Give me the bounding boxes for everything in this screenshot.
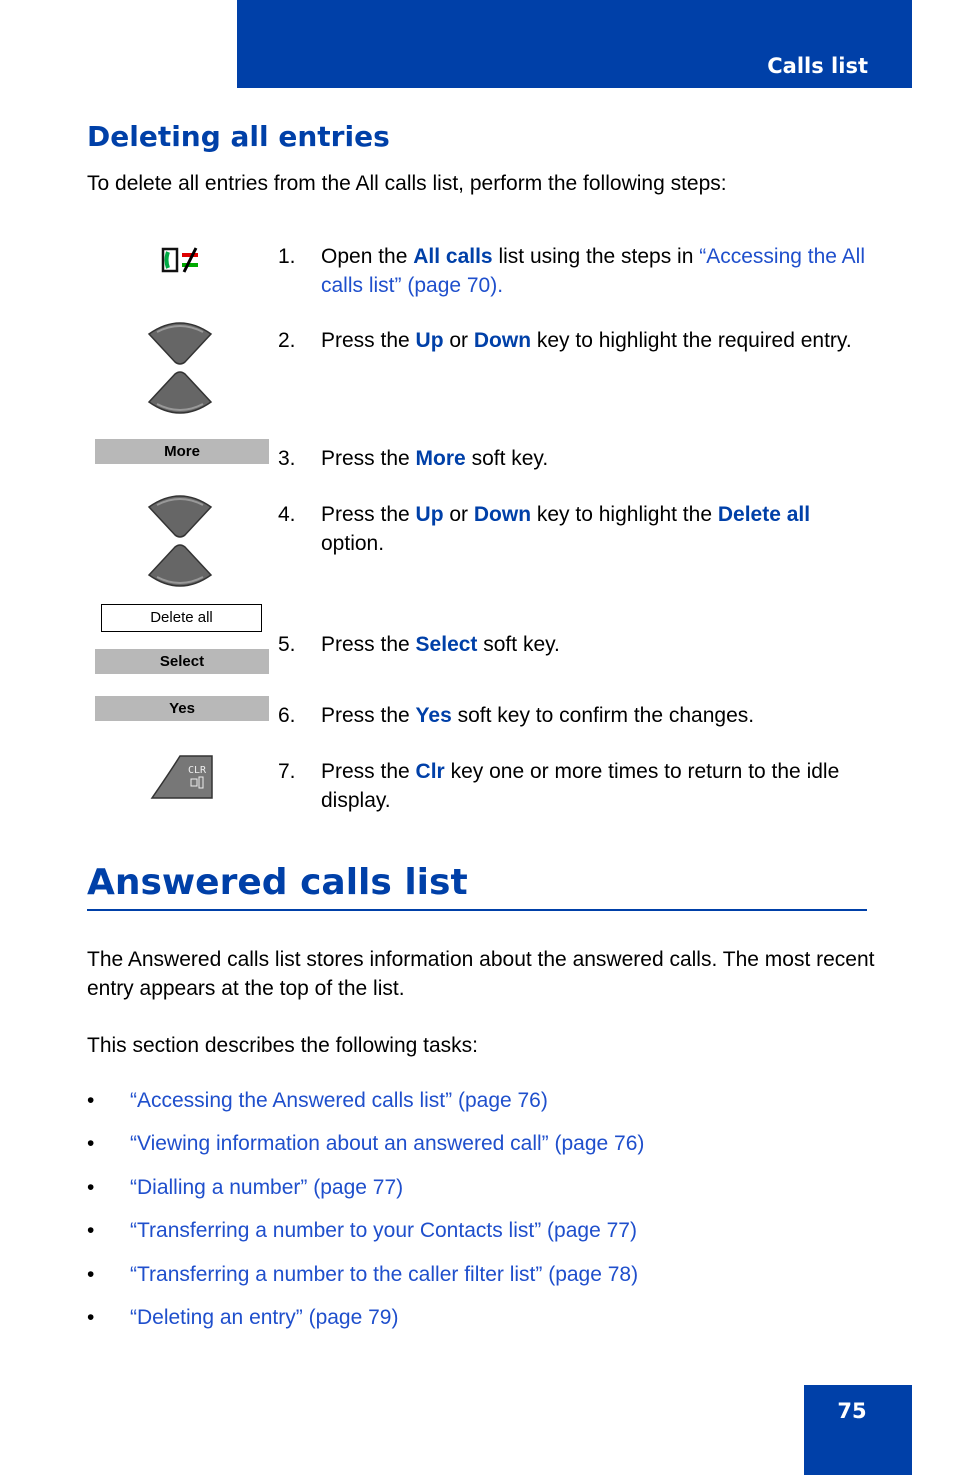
header-band [237, 0, 912, 88]
delete-all-menu-item[interactable]: Delete all [101, 604, 262, 632]
yes-softkey[interactable]: Yes [95, 696, 269, 721]
task-link[interactable]: “Accessing the Answered calls list” (page 76) [130, 1089, 548, 1112]
page-number-box [804, 1385, 912, 1475]
nav-key-up-down-icon [145, 318, 215, 418]
section-title: Calls list [767, 54, 868, 78]
answered-calls-heading: Answered calls list [87, 862, 468, 903]
link-accessing-all-calls[interactable]: “Accessing the All calls list” (page 70) [321, 245, 865, 297]
page-number: 75 [837, 1399, 867, 1423]
task-link[interactable]: “Dialling a number” (page 77) [130, 1176, 404, 1199]
task-link[interactable]: “Viewing information about an answered call” (page 76) [130, 1132, 645, 1155]
answered-description: The Answered calls list stores information about the answered calls. The most recent entry appears at the top of the list. [87, 948, 875, 1000]
heading-rule [87, 909, 867, 911]
clr-key-icon [150, 754, 216, 800]
task-link[interactable]: “Transferring a number to the caller filter list” (page 78) [130, 1263, 639, 1286]
task-link[interactable]: “Deleting an entry” (page 79) [130, 1306, 399, 1329]
select-softkey[interactable]: Select [95, 649, 269, 674]
more-softkey[interactable]: More [95, 439, 269, 464]
calls-list-icon [160, 244, 202, 276]
clr-key-label: CLR [187, 765, 207, 776]
task-link[interactable]: “Transferring a number to your Contacts list” (page 77) [130, 1219, 637, 1242]
nav-key-up-down-icon [145, 491, 215, 591]
tasks-intro: This section describes the following tasks: [87, 1034, 479, 1057]
intro-text: To delete all entries from the All calls list, perform the following steps: [87, 172, 727, 195]
section-heading: Deleting all entries [87, 120, 390, 153]
